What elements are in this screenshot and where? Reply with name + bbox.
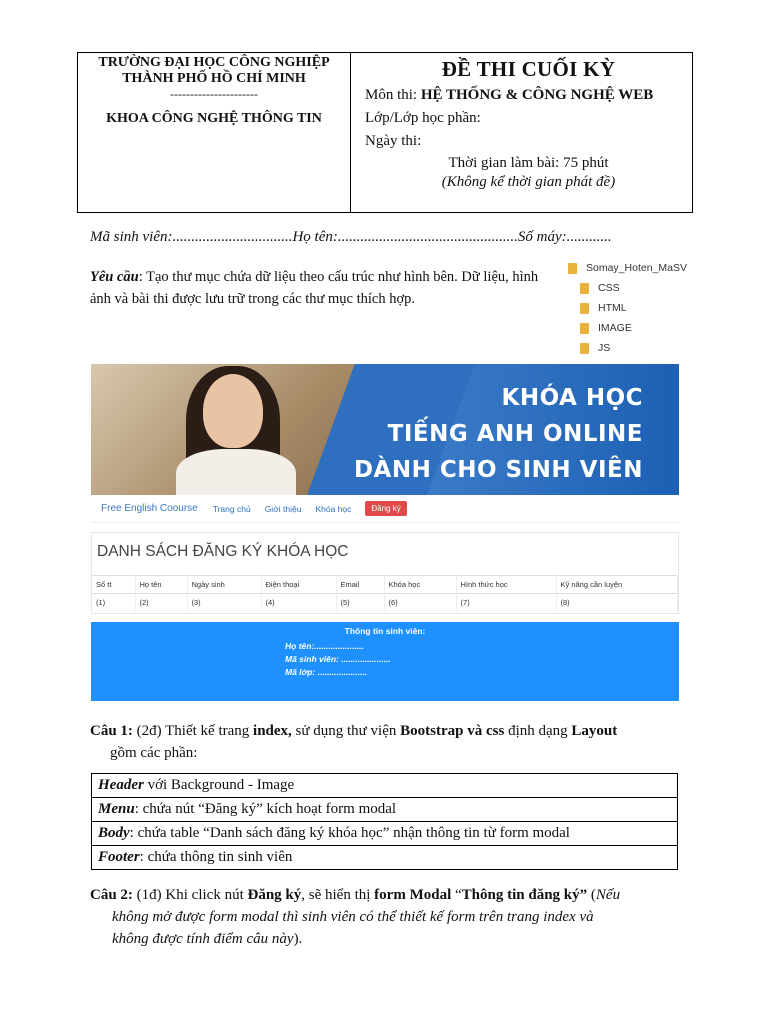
exam-info-block: [351, 53, 692, 212]
question-2-note: Nếu: [595, 887, 621, 903]
exam-header: [77, 52, 693, 213]
column-header: Email: [336, 576, 384, 594]
table-cell: (1): [92, 594, 135, 612]
table-cell: [92, 822, 678, 846]
requirement-paragraph: [90, 266, 540, 310]
question-1-layout: Layout: [571, 723, 618, 739]
question-1: [90, 720, 690, 764]
folder-icon: [568, 263, 577, 274]
question-2-text: (1đ) Khi click nút: [132, 887, 248, 903]
part-text: với Background - Image: [143, 777, 295, 793]
part-name: Menu: [98, 801, 135, 817]
column-header: Khóa học: [384, 576, 456, 594]
folder-root: [568, 258, 687, 278]
student-face: [203, 374, 263, 448]
question-1-libs: Bootstrap và css: [400, 723, 505, 739]
table-cell: (4): [261, 594, 336, 612]
question-2-note: không mở được form modal thì sinh viên có thể thiết kế form trên trang index và: [112, 909, 594, 925]
folder-image: [568, 318, 687, 338]
university-city: THÀNH PHỐ HỒ CHÍ MINH: [122, 71, 306, 86]
registration-panel: [91, 532, 679, 614]
part-name: Footer: [98, 849, 140, 865]
navbar-brand[interactable]: Free English Coourse: [101, 503, 198, 514]
question-1-text: (2đ) Thiết kế trang: [132, 723, 254, 739]
column-header: Kỹ năng cần luyện: [556, 576, 678, 594]
requirement-label: Yêu cầu: [90, 269, 139, 285]
registration-table: [92, 575, 678, 611]
folder-label: JS: [598, 342, 611, 354]
nav-link-about[interactable]: Giới thiệu: [264, 503, 302, 514]
part-text: : chứa thông tin sinh viên: [139, 849, 293, 865]
folder-html: [568, 298, 687, 318]
table-header-row: [92, 576, 678, 594]
question-1-line-2: gồm các phần:: [110, 745, 198, 761]
student-info-line: Mã sinh viên:................................Họ tên:................................................Số máy:............: [90, 229, 612, 245]
question-1-text: định dạng: [504, 723, 572, 739]
folder-label: IMAGE: [598, 322, 632, 334]
exam-title: ĐỀ THI CUỐI KỲ: [441, 57, 616, 81]
exam-duration: Thời gian làm bài: 75 phút: [448, 155, 609, 171]
question-1-index: index,: [253, 723, 292, 739]
table-row: [92, 822, 678, 846]
layout-mockup: [91, 364, 679, 701]
footer-line: Mã sinh viên: .....................: [285, 654, 391, 664]
subject-line: [365, 84, 692, 107]
layout-parts-table: [91, 773, 678, 870]
student-body: [176, 449, 296, 495]
column-header: Hình thức học: [456, 576, 556, 594]
question-1-line: [90, 720, 690, 742]
table-cell: (8): [556, 594, 678, 612]
duration-note: (Không kể thời gian phát đề): [441, 174, 616, 190]
navbar: [91, 495, 679, 523]
university-name: TRƯỜNG ĐẠI HỌC CÔNG NGHIỆP: [98, 55, 330, 70]
part-text: : chứa nút “Đăng ký” kích hoạt form modal: [134, 801, 397, 817]
table-cell: (5): [336, 594, 384, 612]
folder-root-label: Somay_Hoten_MaSV: [586, 262, 687, 274]
folder-label: CSS: [598, 282, 620, 294]
subject-label: Môn thi:: [365, 87, 421, 103]
table-row: [92, 846, 678, 870]
folder-icon: [580, 323, 589, 334]
table-cell: (2): [135, 594, 187, 612]
folder-icon: [580, 303, 589, 314]
question-1-label: Câu 1:: [90, 723, 133, 739]
divider-dashes: ----------------------: [170, 87, 258, 101]
nav-link-courses[interactable]: Khóa học: [315, 503, 352, 514]
table-cell: (6): [384, 594, 456, 612]
question-2-text: , sẽ hiển thị: [301, 887, 375, 903]
registration-list-title: DANH SÁCH ĐĂNG KÝ KHÓA HỌC: [97, 543, 349, 560]
column-header: Điện thoại: [261, 576, 336, 594]
subject-name: HỆ THỐNG & CÔNG NGHỆ WEB: [420, 87, 654, 103]
question-2-form-title: Thông tin đăng ký”: [461, 887, 588, 903]
folder-icon: [580, 343, 589, 354]
question-2-note: không được tính điểm câu này: [112, 931, 294, 947]
question-2: [90, 884, 690, 950]
part-name: Body: [98, 825, 130, 841]
table-cell: [92, 774, 678, 798]
banner-line-3: DÀNH CHO SINH VIÊN: [353, 457, 643, 483]
folder-label: HTML: [598, 302, 627, 314]
question-2-line-3: [90, 928, 690, 950]
footer-title: Thông tin sinh viên:: [344, 626, 426, 636]
folder-js: [568, 338, 687, 358]
question-2-text: ).: [293, 931, 303, 947]
faculty-name: KHOA CÔNG NGHỆ THÔNG TIN: [106, 111, 322, 126]
date-label: Ngày thi:: [365, 133, 422, 149]
university-block: [78, 53, 351, 212]
table-cell: (3): [187, 594, 261, 612]
footer-line: Mã lớp: .....................: [285, 667, 368, 677]
folder-icon: [580, 283, 589, 294]
column-header: Số tt: [92, 576, 135, 594]
part-text: : chứa table “Danh sách đăng ký khóa học” nhận thông tin từ form modal: [129, 825, 570, 841]
table-cell: [92, 798, 678, 822]
footer-line: Họ tên:.....................: [285, 641, 364, 651]
folder-tree: [568, 258, 687, 358]
question-2-button-name: Đăng ký: [247, 887, 302, 903]
question-2-line: [90, 884, 690, 906]
question-2-label: Câu 2:: [90, 887, 133, 903]
header-banner: [91, 364, 679, 495]
banner-line-2: TIẾNG ANH ONLINE: [387, 421, 643, 447]
table-row: [92, 798, 678, 822]
table-row: [92, 774, 678, 798]
nav-link-home[interactable]: Trang chủ: [212, 503, 251, 514]
question-2-form: form Modal: [374, 887, 452, 903]
register-button[interactable]: Đăng ký: [365, 501, 406, 516]
table-cell: [92, 846, 678, 870]
question-2-text: (: [587, 887, 596, 903]
part-name: Header: [98, 777, 144, 793]
question-2-line-2: [90, 906, 690, 928]
table-row: [92, 594, 678, 612]
table-cell: (7): [456, 594, 556, 612]
question-1-text: sử dụng thư viện: [291, 723, 401, 739]
folder-css: [568, 278, 687, 298]
column-header: Ngày sinh: [187, 576, 261, 594]
class-label: Lớp/Lớp học phần:: [365, 110, 481, 126]
banner-line-1: KHÓA HỌC: [501, 385, 643, 411]
column-header: Họ tên: [135, 576, 187, 594]
question-2-text: “: [451, 887, 462, 903]
requirement-text: : Tạo thư mục chứa dữ liệu theo cấu trúc như hình bên. Dữ liệu, hình ảnh và bài thi được lưu trữ trong các thư mục thích hợp.: [90, 269, 539, 307]
footer-section: [91, 622, 679, 701]
